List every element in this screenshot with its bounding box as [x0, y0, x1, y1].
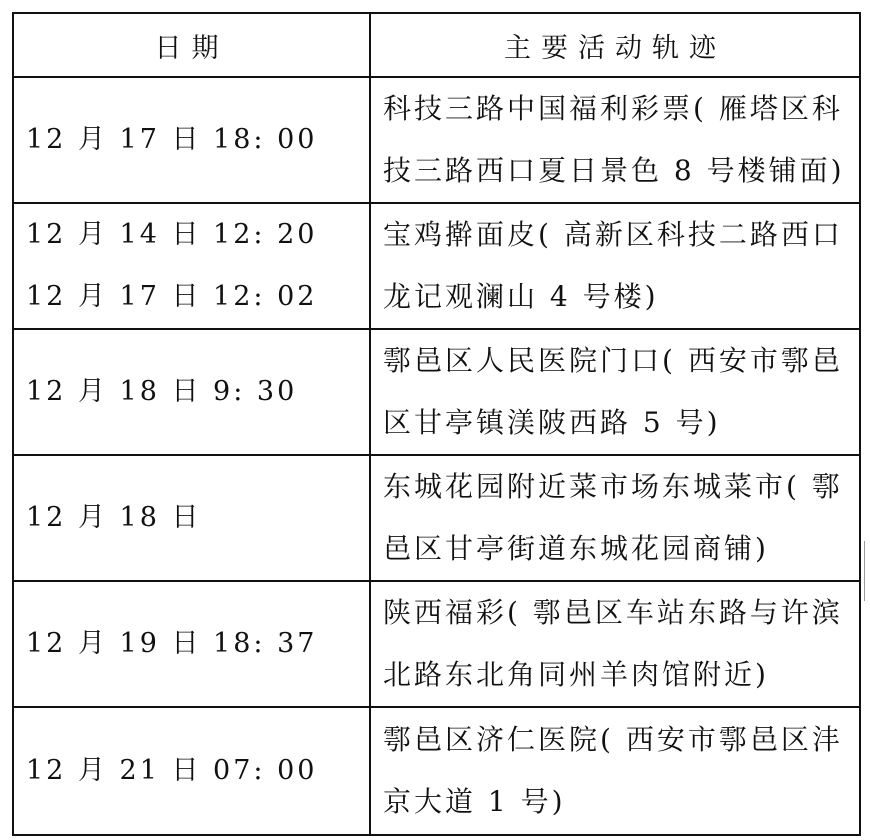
date-text: 12 月 18 日: [26, 502, 202, 533]
date-cell: [13, 329, 370, 455]
table-row: [13, 707, 860, 835]
table-row: [13, 77, 860, 203]
activity-cell: 东城花园附近菜市场东城菜市( 鄠邑区甘亭街道东城花园商铺): [370, 455, 860, 581]
date-text: 12 月 21 日 07: 00: [26, 755, 318, 786]
activity-cell: 陕西福彩( 鄠邑区车站东路与许滨北路东北角同州羊肉馆附近): [370, 581, 860, 707]
table-row: [13, 203, 860, 329]
table-header-row: [13, 13, 860, 77]
activity-cell: 科技三路中国福利彩票( 雁塔区科技三路西口夏日景色 8 号楼铺面): [370, 77, 860, 203]
edge-fragment: [864, 541, 870, 601]
date-column-header: 日期: [13, 13, 370, 77]
activity-cell: 宝鸡擀面皮( 高新区科技二路西口龙记观澜山 4 号楼): [370, 203, 860, 329]
activity-cell: 鄠邑区济仁医院( 西安市鄠邑区沣京大道 1 号): [370, 707, 860, 835]
date-cell: [13, 455, 370, 581]
table-row: [13, 329, 860, 455]
activity-column-header: 主要活动轨迹: [370, 13, 860, 77]
date-cell: [13, 203, 370, 329]
date-text: 12 月 17 日 12: 02: [26, 281, 318, 312]
table-row: [13, 581, 860, 707]
date-cell: [13, 77, 370, 203]
date-text: 12 月 19 日 18: 37: [26, 628, 318, 659]
date-text: 12 月 18 日 9: 30: [26, 376, 298, 407]
activity-cell: 鄠邑区人民医院门口( 西安市鄠邑区甘亭镇渼陂西路 5 号): [370, 329, 860, 455]
activity-track-table: [12, 12, 861, 836]
date-text: 12 月 14 日 12: 20: [26, 219, 318, 250]
date-text: 12 月 17 日 18: 00: [26, 124, 318, 155]
table-row: [13, 455, 860, 581]
date-cell: [13, 581, 370, 707]
date-cell: [13, 707, 370, 835]
